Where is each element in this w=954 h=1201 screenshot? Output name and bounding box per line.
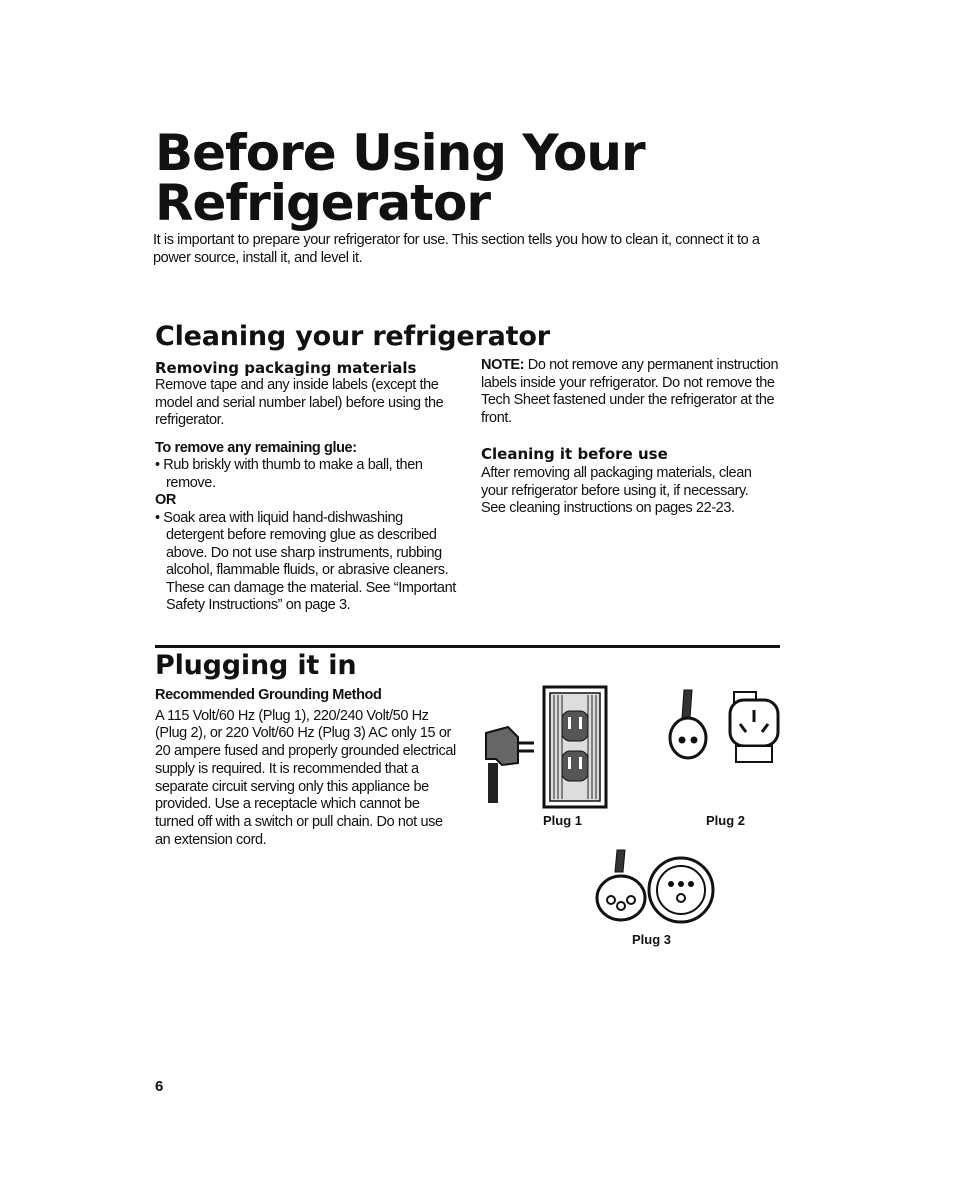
note-label: NOTE:	[481, 357, 525, 373]
intro-text: It is important to prepare your refrigerator for use. This section tells you how to clean it, connect it to a power source, install it, and level it.	[153, 232, 760, 266]
or-text: OR	[155, 492, 176, 508]
plug3-caption: Plug 3	[632, 932, 672, 947]
page-title: Before Using Your Refrigerator	[155, 124, 645, 232]
packaging-column	[155, 359, 460, 615]
plug2-illustration	[666, 688, 786, 768]
glue-heading: To remove any remaining glue:	[155, 439, 357, 456]
before-use-block	[481, 445, 771, 518]
plugging-heading: Plugging it in	[155, 650, 357, 681]
cleaning-heading: Cleaning your refrigerator	[155, 321, 550, 352]
before-use-heading: Cleaning it before use	[481, 445, 668, 463]
plug1-outlet-icon	[478, 685, 610, 810]
packaging-text: Remove tape and any inside labels (except the model and serial number label) before using the refrigerator.	[155, 377, 444, 428]
plug3-illustration	[593, 848, 718, 928]
glue-bullet-rub: • Rub briskly with thumb to make a ball, then remove.	[155, 457, 423, 491]
glue-bullet-soak: • Soak area with liquid hand-dishwashing detergent before removing glue as described above. Do not use sharp instruments, rubbing alcohol, flammable fluids, or abrasive cleaners. These can damage the material. See “Important Safety Instructions” on page 3.	[155, 509, 456, 613]
packaging-heading: Removing packaging materials	[155, 359, 417, 377]
note-text: Do not remove any permanent instruction labels inside your refrigerator. Do not remove the Tech Sheet fastened under the refrigerator at the front.	[481, 357, 779, 426]
note-block	[481, 357, 781, 427]
plug2-icon	[666, 688, 786, 768]
plug3-icon	[593, 848, 718, 928]
plug1-caption: Plug 1	[543, 813, 583, 828]
plugging-column	[155, 687, 460, 850]
before-use-text: After removing all packaging materials, clean your refrigerator before using it, if necessary. See cleaning instructions on pages 22-23.	[481, 465, 752, 516]
grounding-subheading: Recommended Grounding Method	[155, 687, 382, 703]
grounding-text: A 115 Volt/60 Hz (Plug 1), 220/240 Volt/50 Hz (Plug 2), or 220 Volt/60 Hz (Plug 3) AC only 15 or 20 ampere fused and properly grounded electrical supply is required. It is recommended that a separate circuit serving only this appliance be provided. Use a receptacle which cannot be turned off with a switch or pull chain. Do not use an extension cord.	[155, 707, 456, 849]
section-divider	[155, 645, 780, 648]
plug2-caption: Plug 2	[706, 813, 746, 828]
page-number: 6	[155, 1078, 164, 1095]
plug1-illustration	[478, 685, 610, 810]
